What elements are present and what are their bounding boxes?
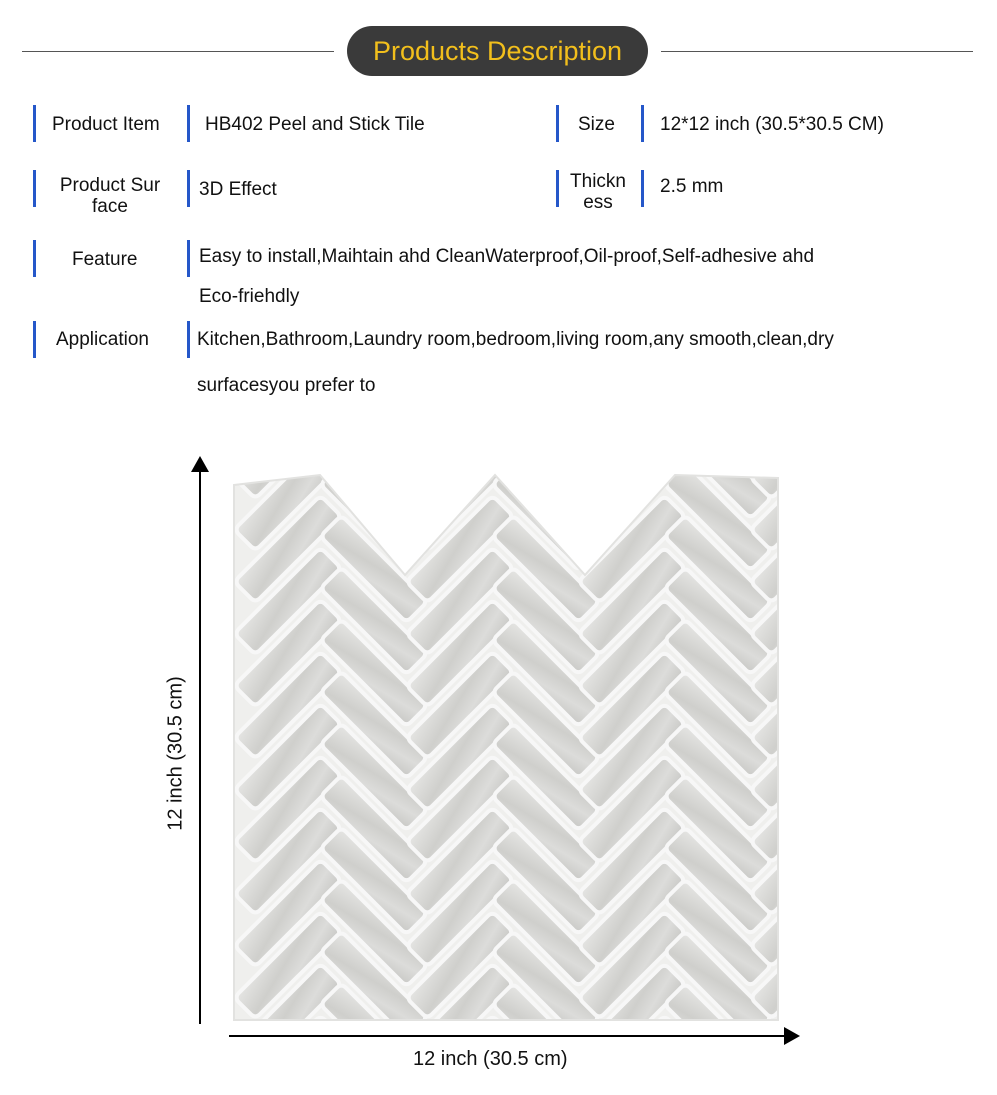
size-value: 12*12 inch (30.5*30.5 CM) — [660, 114, 884, 135]
page-title: Products Description — [347, 26, 648, 76]
feature-label: Feature — [72, 249, 138, 270]
size-label: Size — [578, 114, 615, 135]
thickness-label-line2: ess — [583, 192, 613, 214]
surface-value: 3D Effect — [199, 179, 277, 200]
tile-brick — [320, 1035, 427, 1095]
application-value-line2: surfacesyou prefer to — [197, 375, 376, 396]
tile-brick — [750, 391, 857, 498]
tile-pattern — [230, 391, 858, 1095]
item-value: HB402 Peel and Stick Tile — [205, 114, 425, 135]
surface-label-line1: Product Sur — [59, 175, 161, 196]
feature-value-line1: Easy to install,Maihtain ahd CleanWaterproof,Oil-proof,Self-adhesive ahd — [199, 246, 815, 267]
width-arrow-head — [784, 1027, 800, 1045]
thickness-label-line1: Thickn — [570, 171, 626, 192]
tile-brick — [578, 1015, 685, 1095]
application-label: Application — [56, 329, 149, 350]
item-label: Product Item — [52, 114, 160, 135]
application-value-line1: Kitchen,Bathroom,Laundry room,bedroom,living room,any smooth,clean,dry — [197, 329, 834, 350]
height-label: 12 inch (30.5 cm) — [164, 676, 187, 831]
height-arrow-head — [191, 456, 209, 472]
width-arrow-line — [229, 1035, 789, 1037]
tile-brick — [664, 1035, 771, 1095]
feature-value-line2: Eco-friehdly — [199, 286, 300, 307]
thickness-value: 2.5 mm — [660, 176, 724, 197]
surface-label-line2: face — [92, 196, 128, 218]
width-label: 12 inch (30.5 cm) — [413, 1048, 568, 1070]
tile-brick — [234, 1015, 341, 1095]
height-arrow-line — [199, 468, 201, 1024]
tile-brick — [750, 1015, 857, 1095]
